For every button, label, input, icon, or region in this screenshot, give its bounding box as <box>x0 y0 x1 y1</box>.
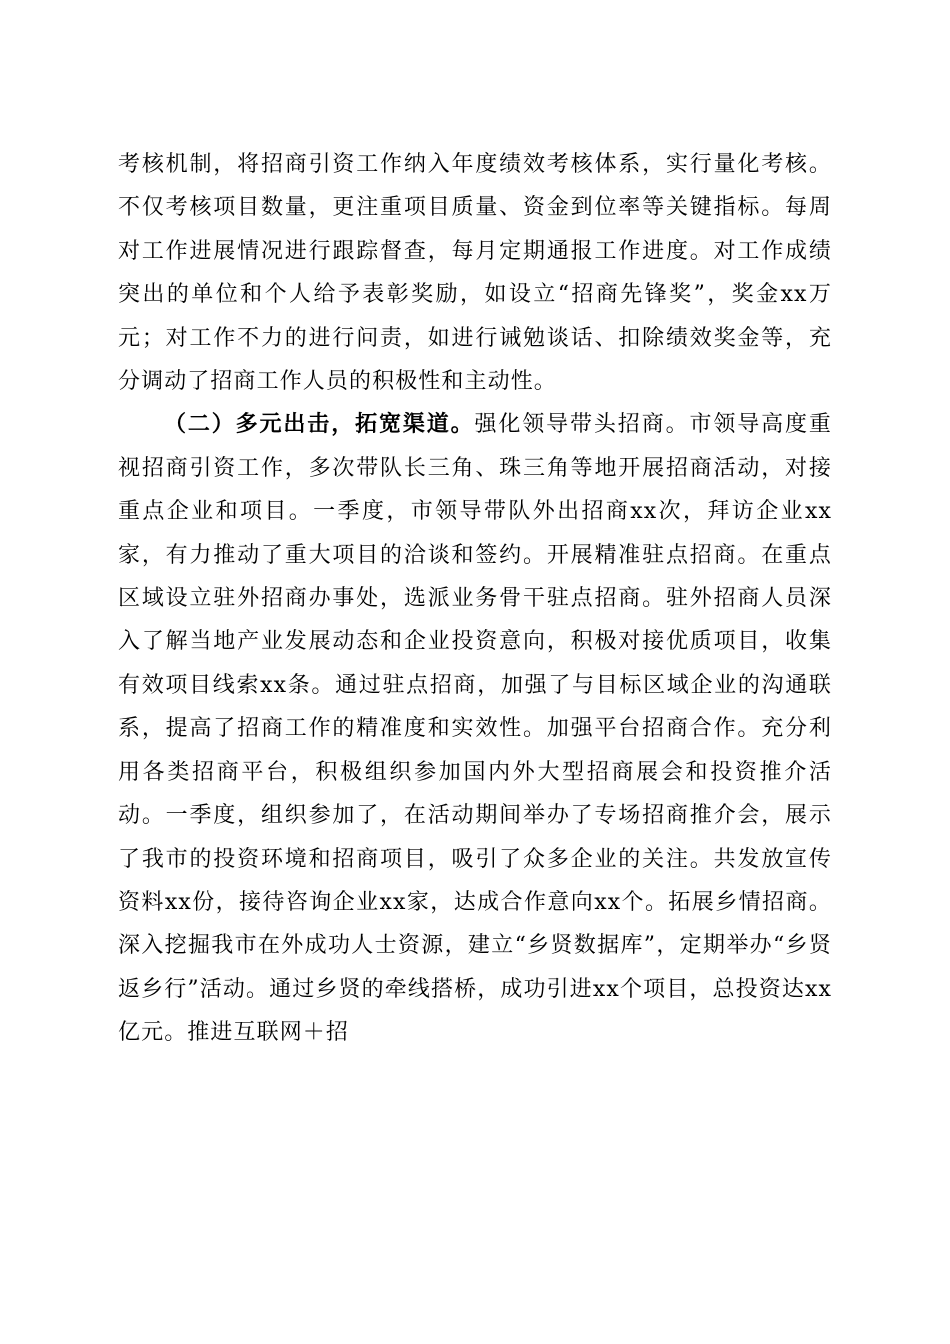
body-text <box>118 143 832 1055</box>
paragraph-text: 考核机制，将招商引资工作纳入年度绩效考核体系，实行量化考核。不仅考核项目数量，更注重项目质量、资金到位率等关键指标。每周对工作进展情况进行跟踪督查，每月定期通报工作进度。对工作成绩突出的单位和个人给予表彰奖励，如设立“招商先锋奖”，奖金xx万元；对工作不力的进行问责，如进行诫勉谈话、扣除绩效奖金等，充分调动了招商工作人员的积极性和主动性。 <box>118 152 832 395</box>
section-heading: （二）多元出击，拓宽渠道。 <box>164 411 475 438</box>
paragraph-text: 强化领导带头招商。市领导高度重视招商引资工作，多次带队长三角、珠三角等地开展招商活动，对接重点企业和项目。一季度，市领导带队外出招商xx次，拜访企业xx家，有力推动了重大项目的洽谈和签约。开展精准驻点招商。在重点区域设立驻外招商办事处，选派业务骨干驻点招商。驻外招商人员深入了解当地产业发展动态和企业投资意向，积极对接优质项目，收集有效项目线索xx条。通过驻点招商，加强了与目标区域企业的沟通联系，提高了招商工作的精准度和实效性。加强平台招商合作。充分利用各类招商平台，积极组织参加国内外大型招商展会和投资推介活动。一季度，组织参加了，在活动期间举办了专场招商推介会，展示了我市的投资环境和招商项目，吸引了众多企业的关注。共发放宣传资料xx份，接待咨询企业xx家，达成合作意向xx个。拓展乡情招商。深入挖掘我市在外成功人士资源，建立“乡贤数据库”，定期举办“乡贤返乡行”活动。通过乡贤的牵线搭桥，成功引进xx个项目，总投资达xx亿元。推进互联网＋招 <box>118 412 832 1046</box>
paragraph-assessment <box>118 143 832 403</box>
paragraph-diversified-channels <box>118 403 832 1054</box>
